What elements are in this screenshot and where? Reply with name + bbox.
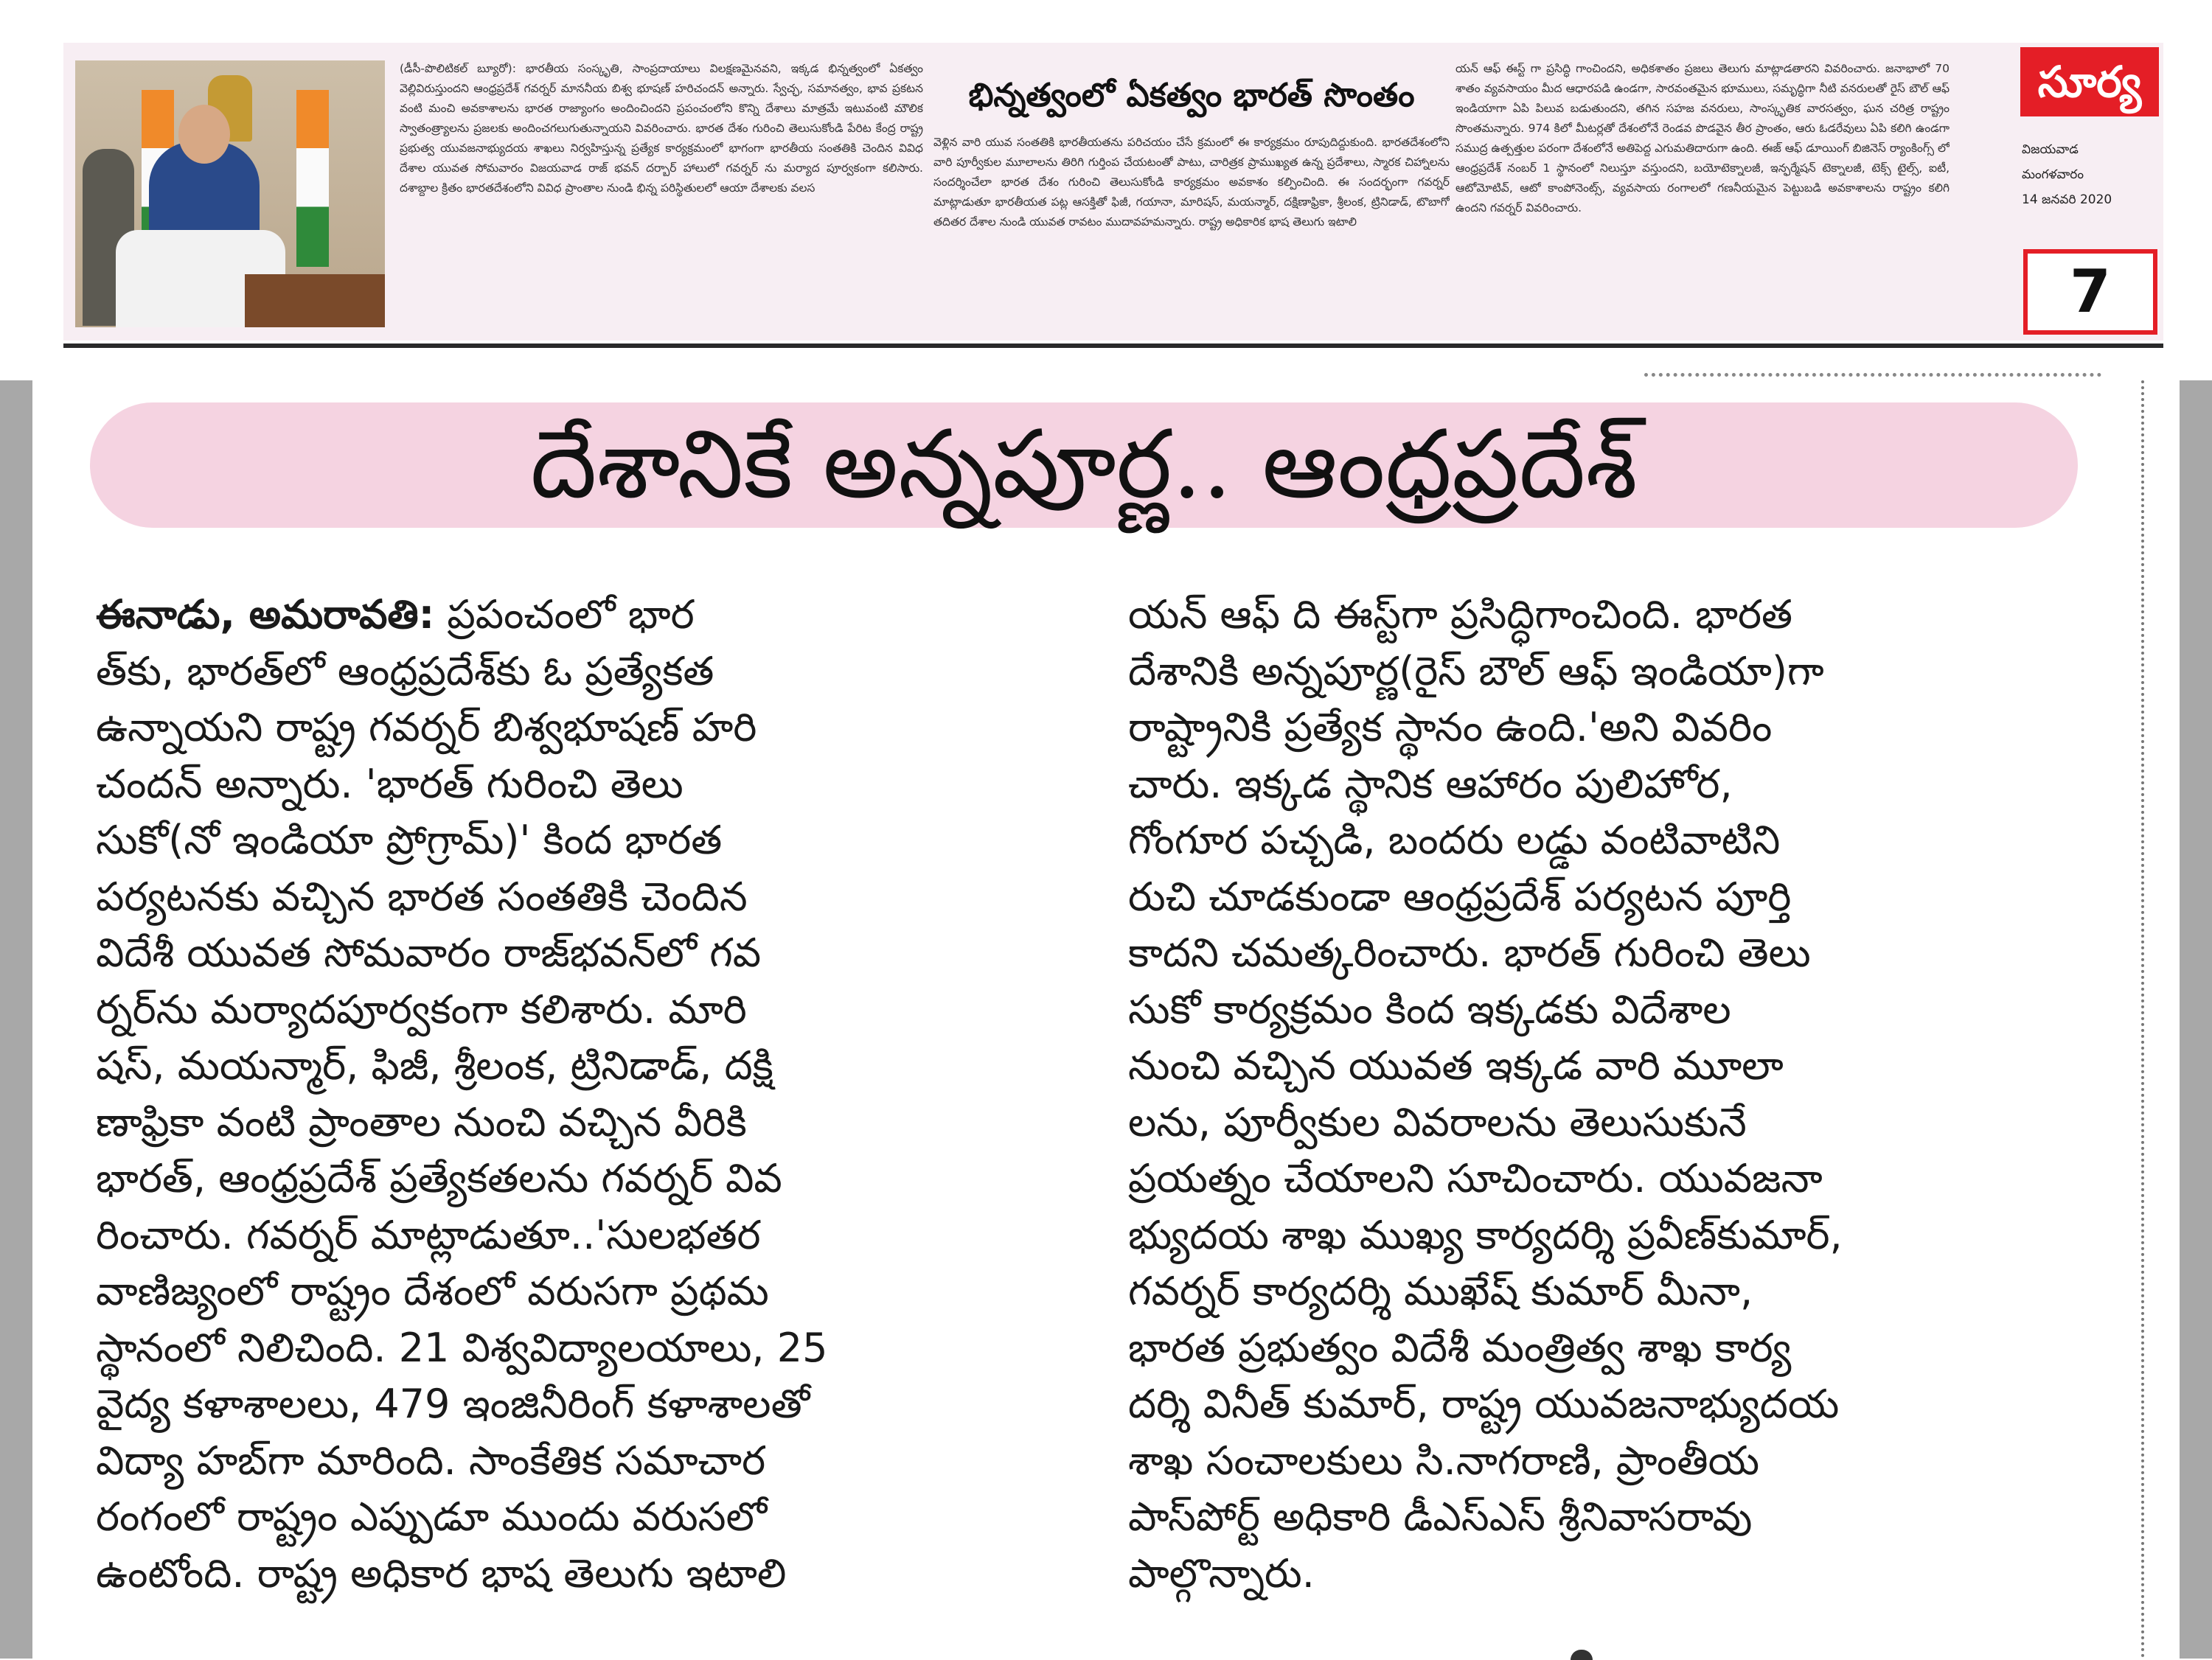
- article-line: భారత్, ఆంధ్రప్రదేశ్ ప్రత్యేకతలను గవర్నర్ వివ: [96, 1155, 782, 1202]
- article-line: పాల్గొన్నారు.: [1128, 1549, 1315, 1597]
- article-line: ఉన్నాయని రాష్ట్ర గవర్నర్ బిశ్వభూషణ్ హరి: [96, 704, 757, 750]
- right-gray-bar: [2180, 380, 2212, 1659]
- surya-clipping: [63, 43, 2163, 341]
- article-line: చందన్ అన్నారు. 'భారత్ గురించి తెలు: [96, 760, 684, 807]
- clipping-column-3: యన్ ఆఫ్ ఈస్ట్ గా ప్రసిద్ధి గాంచిందని, అధికశాతం ప్రజలు తెలుగు మాట్లాడతారని వివరించారు. జనాభాలో 70 శాతం వ్యవసాయం మీద ఆధారపడి ఉండగా, సారవంతమైన భూములు, సమృద్ధిగా నీటి వనరులతో రైస్ బౌల్ ఆఫ్ ఇండియాగా ఏపి పిలువ బడుతుందని, తగిన సహజ వనరులు, సాంస్కృతిక వారసత్వం, ఘన చరిత్ర రాష్ట్రం సొంతమన్నారు. 974 కిలో మీటర్లతో దేశంలోనే రెండవ పొడవైన తీర ప్రాంతం, ఆరు ఓడరేవులు ఏపి కలిగి ఉండగా సముద్ర ఉత్పత్తుల పరంగా దేశంలోనే అతిపెద్ద ఎగుమతిదారుగా ఉంది. ఈజ్ ఆఫ్ డూయింగ్ బిజినెస్ ర్యాంకింగ్స్ లో ఆంధ్రప్రదేశ్ నంబర్ 1 స్థానంలో నిలుస్తూ వస్తుందని, బయోటెక్నాలజీ, ఇన్ఫర్మేషన్ టెక్నాలజీ, టెక్స్ టైల్స్, ఐటీ, ఆటోమోటివ్, ఆటో కాంపోనెంట్స్, వ్యవసాయ రంగాలలో గణనీయమైన పెట్టుబడి అవకాశాలను రాష్ట్రం కలిగి ఉందని గవర్నర్ వివరించారు.: [1455, 62, 1950, 215]
- dotted-rule-horizontal: [1644, 373, 2101, 377]
- article-line: ఈనాడు, అమరావతి: ప్రపంచంలో భార: [96, 591, 695, 638]
- dotted-rule-vertical: [2141, 380, 2144, 1659]
- article-line: సుకో(నో ఇండియా ప్రోగ్రామ్)' కింద భారత: [96, 817, 723, 863]
- article-line: యన్ ఆఫ్ ది ఈస్ట్‌గా ప్రసిద్ధిగాంచింది. భారత: [1128, 591, 1793, 638]
- article-line: విదేశీ యువత సోమవారం రాజ్‌భవన్‌లో గవ: [96, 930, 762, 976]
- article-line: త్‌కు, భారత్‌లో ఆంధ్రప్రదేశ్‌కు ఓ ప్రత్యేకత: [96, 647, 714, 694]
- article-line: విద్యా హబ్‌గా మారింది. సాంకేతిక సమాచార: [96, 1437, 766, 1484]
- article-line: నుంచి వచ్చిన యువత ఇక్కడ వారి మూలా: [1128, 1042, 1784, 1089]
- article-line: భారత ప్రభుత్వం విదేశీ మంత్రిత్వ శాఖ కార్య: [1128, 1324, 1792, 1371]
- article-line: ర్నర్‌ను మర్యాదపూర్వకంగా కలిశారు. మారి: [96, 986, 747, 1033]
- dateline: ఈనాడు, అమరావతి:: [96, 591, 435, 638]
- clipping-column-1: (డీసీ-పొలిటికల్ బ్యూరో): భారతీయ సంస్కృతి, సాంప్రదాయాలు విలక్షణమైనవని, ఇక్కడ భిన్నత్వంలో ఏకత్వం వెల్లివిరుస్తుందని ఆంధ్రప్రదేశ్ గవర్నర్ మాననీయ బిశ్వ భూషణ్ హరిచందన్ అన్నారు. స్వేచ్ఛ, సమానత్వం, భావ ప్రకటన వంటి మంచి అవకాశాలను భారత రాజ్యాంగం అందించిందని ప్రపంచంలోని కొన్ని దేశాలు మాత్రమే ఇటువంటి మౌలిక స్వాతంత్ర్యాలను ప్రజలకు అందించగలుగుతున్నాయని వివరించారు. భారత దేశం గురించి తెలుసుకోండి పేరిట కేంద్ర రాష్ట్ర ప్రభుత్వ యువజనాభ్యుదయ శాఖలు నిర్వహిస్తున్న ప్రత్యేక కార్యక్రమంలో భాగంగా భారతీయ సంతతికి చెందిన వివిధ దేశాల యువత సోమవారం విజయవాడ రాజ్ భవన్ దర్బార్ హాలులో గవర్నర్ ను మర్యాద పూర్వకంగా కలిసారు. దశాబ్దాల క్రితం భారతదేశంలోని వివిధ ప్రాంతాల నుండి భిన్న పరిస్థితులలో ఆయా దేశాలకు వలస: [400, 62, 923, 195]
- article-line: ఉంటోంది. రాష్ట్ర అధికార భాష తెలుగు ఇటాలి: [96, 1549, 787, 1597]
- article-line: శాఖ సంచాలకులు సి.నాగరాణి, ప్రాంతీయ: [1128, 1437, 1760, 1484]
- governor-photo: [75, 60, 385, 327]
- article-line: రించారు. గవర్నర్ మాట్లాడుతూ..'సులభతర: [96, 1211, 761, 1258]
- divider-rule: [63, 343, 2163, 348]
- article-line: స్థానంలో నిలిచింది. 21 విశ్వవిద్యాలయాలు, 25: [96, 1324, 828, 1371]
- article-line: వైద్య కళాశాలలు, 479 ఇంజినీరింగ్ కళాశాలతో: [96, 1381, 810, 1427]
- surya-masthead: సూర్య: [2020, 47, 2159, 116]
- article-line: షస్, మయన్మార్, ఫిజీ, శ్రీలంక, ట్రినిడాడ్, దక్షి: [96, 1042, 773, 1089]
- article-line: రుచి చూడకుండా ఆంధ్రప్రదేశ్ పర్యటన పూర్తి: [1128, 873, 1792, 920]
- edition-city: విజయవాడ: [2022, 142, 2079, 157]
- article-line: గోంగూర పచ్చడి, బందరు లడ్డు వంటివాటిని: [1128, 817, 1781, 863]
- article-line: రంగంలో రాష్ట్రం ఎప్పుడూ ముందు వరుసలో: [96, 1493, 768, 1540]
- clipping-column-2: వెళ్లిన వారి యువ సంతతికి భారతీయతను పరిచయం చేసే క్రమంలో ఈ కార్యక్రమం రూపుదిద్దుకుంది. భారతదేశంలోని వారి పూర్వీకుల మూలాలను తిరిగి గుర్తింప చేయటంతో పాటు, చారిత్రక ప్రాముఖ్యత ఉన్న ప్రదేశాలు, స్మారక చిహ్నాలను సందర్శించేలా భారత దేశం గురించి తెలుసుకోండి కార్యక్రమం అవకాశం కల్పించింది. ఈ సందర్భంగా గవర్నర్ మాట్లాడుతూ భారతీయత పట్ల ఆసక్తితో ఫిజీ, గయానా, మారిషస్, మయన్మార్, దక్షిణాఫ్రికా, శ్రీలంక, ట్రినిడాడ్, టొబాగో తదితర దేశాల నుండి యువత రావటం ముదావహమన్నారు. రాష్ట్ర అధికారిక భాష తెలుగు ఇటాలి: [933, 136, 1450, 229]
- article-column-2: [1128, 587, 2087, 1602]
- left-gray-bar: [0, 380, 32, 1659]
- article-line: వాణిజ్యంలో రాష్ట్రం దేశంలో వరుసగా ప్రథమ: [96, 1268, 769, 1314]
- clipping-headline: భిన్నత్వంలో ఏకత్వం భారత్ సొంతం: [968, 77, 1415, 114]
- article-line: గవర్నర్ కార్యదర్శి ముఖేష్ కుమార్ మీనా,: [1128, 1268, 1753, 1314]
- article-line: దేశానికి అన్నపూర్ణ(రైస్ బౌల్ ఆఫ్ ఇండియా)గా: [1128, 647, 1824, 694]
- article-line: సుకో కార్యక్రమం కింద ఇక్కడకు విదేశాల: [1128, 986, 1731, 1033]
- article-line: ప్రయత్నం చేయాలని సూచించారు. యువజనా: [1128, 1155, 1823, 1202]
- article-line: రాష్ట్రానికి ప్రత్యేక స్థానం ఉంది.'అని వివరిం: [1128, 704, 1773, 750]
- article-headline: దేశానికే అన్నపూర్ణ.. ఆంధ్రప్రదేశ్: [530, 410, 1638, 520]
- article-line: పాస్‌పోర్ట్ అధికారి డీఎస్ఎస్ శ్రీనివాసరావు: [1128, 1493, 1753, 1540]
- article-line: దర్శి వినీత్ కుమార్, రాష్ట్ర యువజనాభ్యుదయ: [1128, 1381, 1840, 1427]
- edition-info: [2022, 137, 2159, 212]
- article-line: పర్యటనకు వచ్చిన భారత సంతతికి చెందిన: [96, 873, 748, 920]
- article-line: భ్యుదయ శాఖ ముఖ్య కార్యదర్శి ప్రవీణ్‌కుమార్,: [1128, 1211, 1843, 1258]
- page-number: 7: [2023, 249, 2157, 335]
- article-line: లను, పూర్వీకుల వివరాలను తెలుసుకునే: [1128, 1098, 1747, 1145]
- article-line: చారు. ఇక్కడ స్థానిక ఆహారం పులిహోర,: [1128, 760, 1733, 807]
- article-column-1: [96, 587, 1054, 1602]
- article-line: ణాఫ్రికా వంటి ప్రాంతాల నుంచి వచ్చిన వీరికి: [96, 1098, 747, 1145]
- edition-date: 14 జనవరి 2020: [2022, 192, 2112, 207]
- edition-day: మంగళవారం: [2022, 167, 2084, 182]
- article-line: కాదని చమత్కరించారు. భారత్ గురించి తెలు: [1128, 930, 1811, 976]
